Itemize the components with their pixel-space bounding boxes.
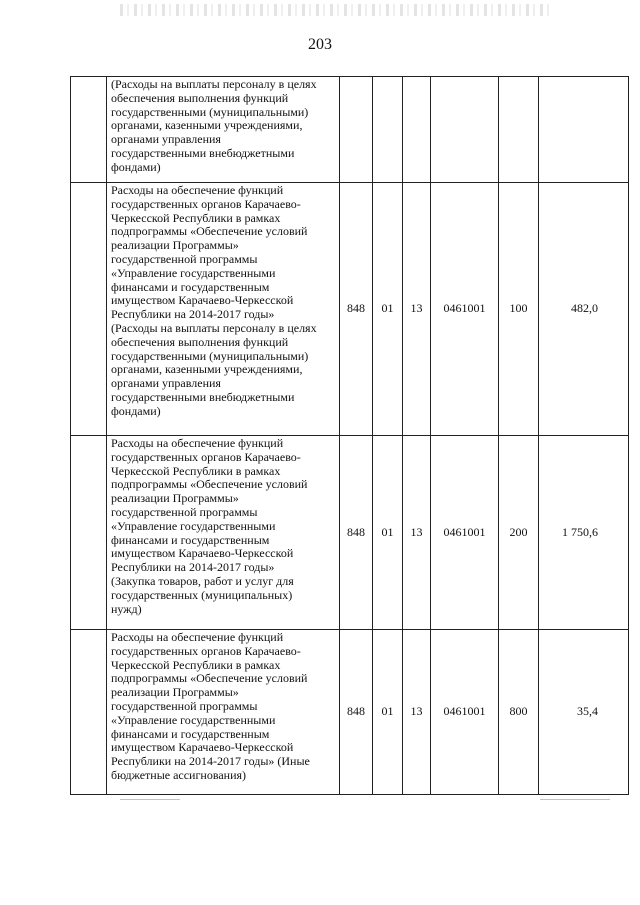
description-line: «Управление государственными: [111, 712, 276, 727]
amount-cell: [539, 77, 629, 183]
description-line: имуществом Карачаево-Черкесской: [111, 740, 294, 755]
description-line: органами, казенными учреждениями,: [111, 362, 303, 377]
row-number-cell: [71, 630, 107, 795]
description-line: реализации Программы»: [111, 491, 239, 506]
amount-cell: 482,0: [539, 183, 629, 436]
description-line: реализации Программы»: [111, 685, 239, 700]
amount-cell: 1 750,6: [539, 436, 629, 630]
section-code-cell: [373, 77, 403, 183]
description-line: государственными (муниципальными): [111, 104, 309, 119]
description-line: обеспечения выполнения функций: [111, 90, 289, 105]
description-line: государственной программы: [111, 504, 258, 519]
description-line: государственных органов Карачаево-: [111, 643, 301, 658]
description-line: государственными (муниципальными): [111, 348, 309, 363]
row-number-cell: [71, 183, 107, 436]
description-line: государственной программы: [111, 251, 258, 266]
description-line: «Управление государственными: [111, 265, 276, 280]
ministry-code-cell: 848: [340, 436, 373, 630]
description-line: подпрограммы «Обеспечение условий: [111, 477, 308, 492]
row-number-cell: [71, 77, 107, 183]
description-line: финансами и государственным: [111, 726, 270, 741]
description-line: Расходы на обеспечение функций: [111, 183, 284, 197]
description-line: имуществом Карачаево-Черкесской: [111, 546, 294, 561]
description-line: фондами): [111, 403, 161, 418]
description-line: подпрограммы «Обеспечение условий: [111, 224, 308, 239]
description-line: Черкесской Республики в рамках: [111, 210, 281, 225]
section-code-cell: 01: [373, 183, 403, 436]
description-line: Республики на 2014-2017 годы» (Иные: [111, 754, 310, 769]
ministry-code-cell: 848: [340, 183, 373, 436]
description-line: государственных (муниципальных): [111, 587, 293, 602]
target-article-cell: 0461001: [431, 183, 499, 436]
subsection-code-cell: 13: [403, 630, 431, 795]
subsection-code-cell: 13: [403, 183, 431, 436]
description-line: реализации Программы»: [111, 238, 239, 253]
description-line: Черкесской Республики в рамках: [111, 463, 281, 478]
page-number: 203: [308, 36, 332, 53]
description-line: бюджетные ассигнования): [111, 767, 247, 782]
description-line: Расходы на обеспечение функций: [111, 436, 284, 450]
scan-artifact: [540, 799, 610, 800]
expense-type-cell: 100: [499, 183, 539, 436]
scan-artifact: [120, 4, 550, 16]
budget-table-body: [71, 77, 629, 795]
description-line: обеспечения выполнения функций: [111, 334, 289, 349]
description-line: Республики на 2014-2017 годы»: [111, 560, 275, 575]
subsection-code-cell: 13: [403, 436, 431, 630]
ministry-code-cell: 848: [340, 630, 373, 795]
expense-type-cell: [499, 77, 539, 183]
table-row: [71, 183, 629, 436]
description-line: фондами): [111, 159, 161, 174]
description-line: органами управления: [111, 376, 221, 391]
row-number-cell: [71, 436, 107, 630]
description-line: государственной программы: [111, 698, 258, 713]
description-line: государственных органов Карачаево-: [111, 449, 301, 464]
description-line: Черкесской Республики в рамках: [111, 657, 281, 672]
description-line: подпрограммы «Обеспечение условий: [111, 671, 308, 686]
description-line: Расходы на обеспечение функций: [111, 630, 284, 644]
description-cell: [107, 630, 340, 795]
description-line: «Управление государственными: [111, 518, 276, 533]
subsection-code-cell: [403, 77, 431, 183]
description-line: государственными внебюджетными: [111, 145, 295, 160]
description-line: Республики на 2014-2017 годы»: [111, 307, 275, 322]
expense-type-cell: 200: [499, 436, 539, 630]
description-line: имуществом Карачаево-Черкесской: [111, 293, 294, 308]
description-line: финансами и государственным: [111, 279, 270, 294]
amount-cell: 35,4: [539, 630, 629, 795]
budget-table: [70, 76, 629, 795]
table-row: [71, 436, 629, 630]
description-line: (Закупка товаров, работ и услуг для: [111, 573, 294, 588]
description-line: органами, казенными учреждениями,: [111, 118, 303, 133]
description-line: (Расходы на выплаты персоналу в целях: [111, 77, 317, 91]
target-article-cell: 0461001: [431, 630, 499, 795]
description-cell: [107, 436, 340, 630]
description-line: нужд): [111, 601, 142, 616]
scan-artifact: [120, 799, 180, 800]
description-line: органами управления: [111, 132, 221, 147]
ministry-code-cell: [340, 77, 373, 183]
target-article-cell: 0461001: [431, 436, 499, 630]
section-code-cell: 01: [373, 630, 403, 795]
target-article-cell: [431, 77, 499, 183]
expense-type-cell: 800: [499, 630, 539, 795]
description-line: (Расходы на выплаты персоналу в целях: [111, 320, 317, 335]
table-row: [71, 630, 629, 795]
description-line: финансами и государственным: [111, 532, 270, 547]
description-cell: [107, 77, 340, 183]
description-line: государственными внебюджетными: [111, 389, 295, 404]
description-cell: [107, 183, 340, 436]
description-line: государственных органов Карачаево-: [111, 196, 301, 211]
section-code-cell: 01: [373, 436, 403, 630]
table-row: [71, 77, 629, 183]
